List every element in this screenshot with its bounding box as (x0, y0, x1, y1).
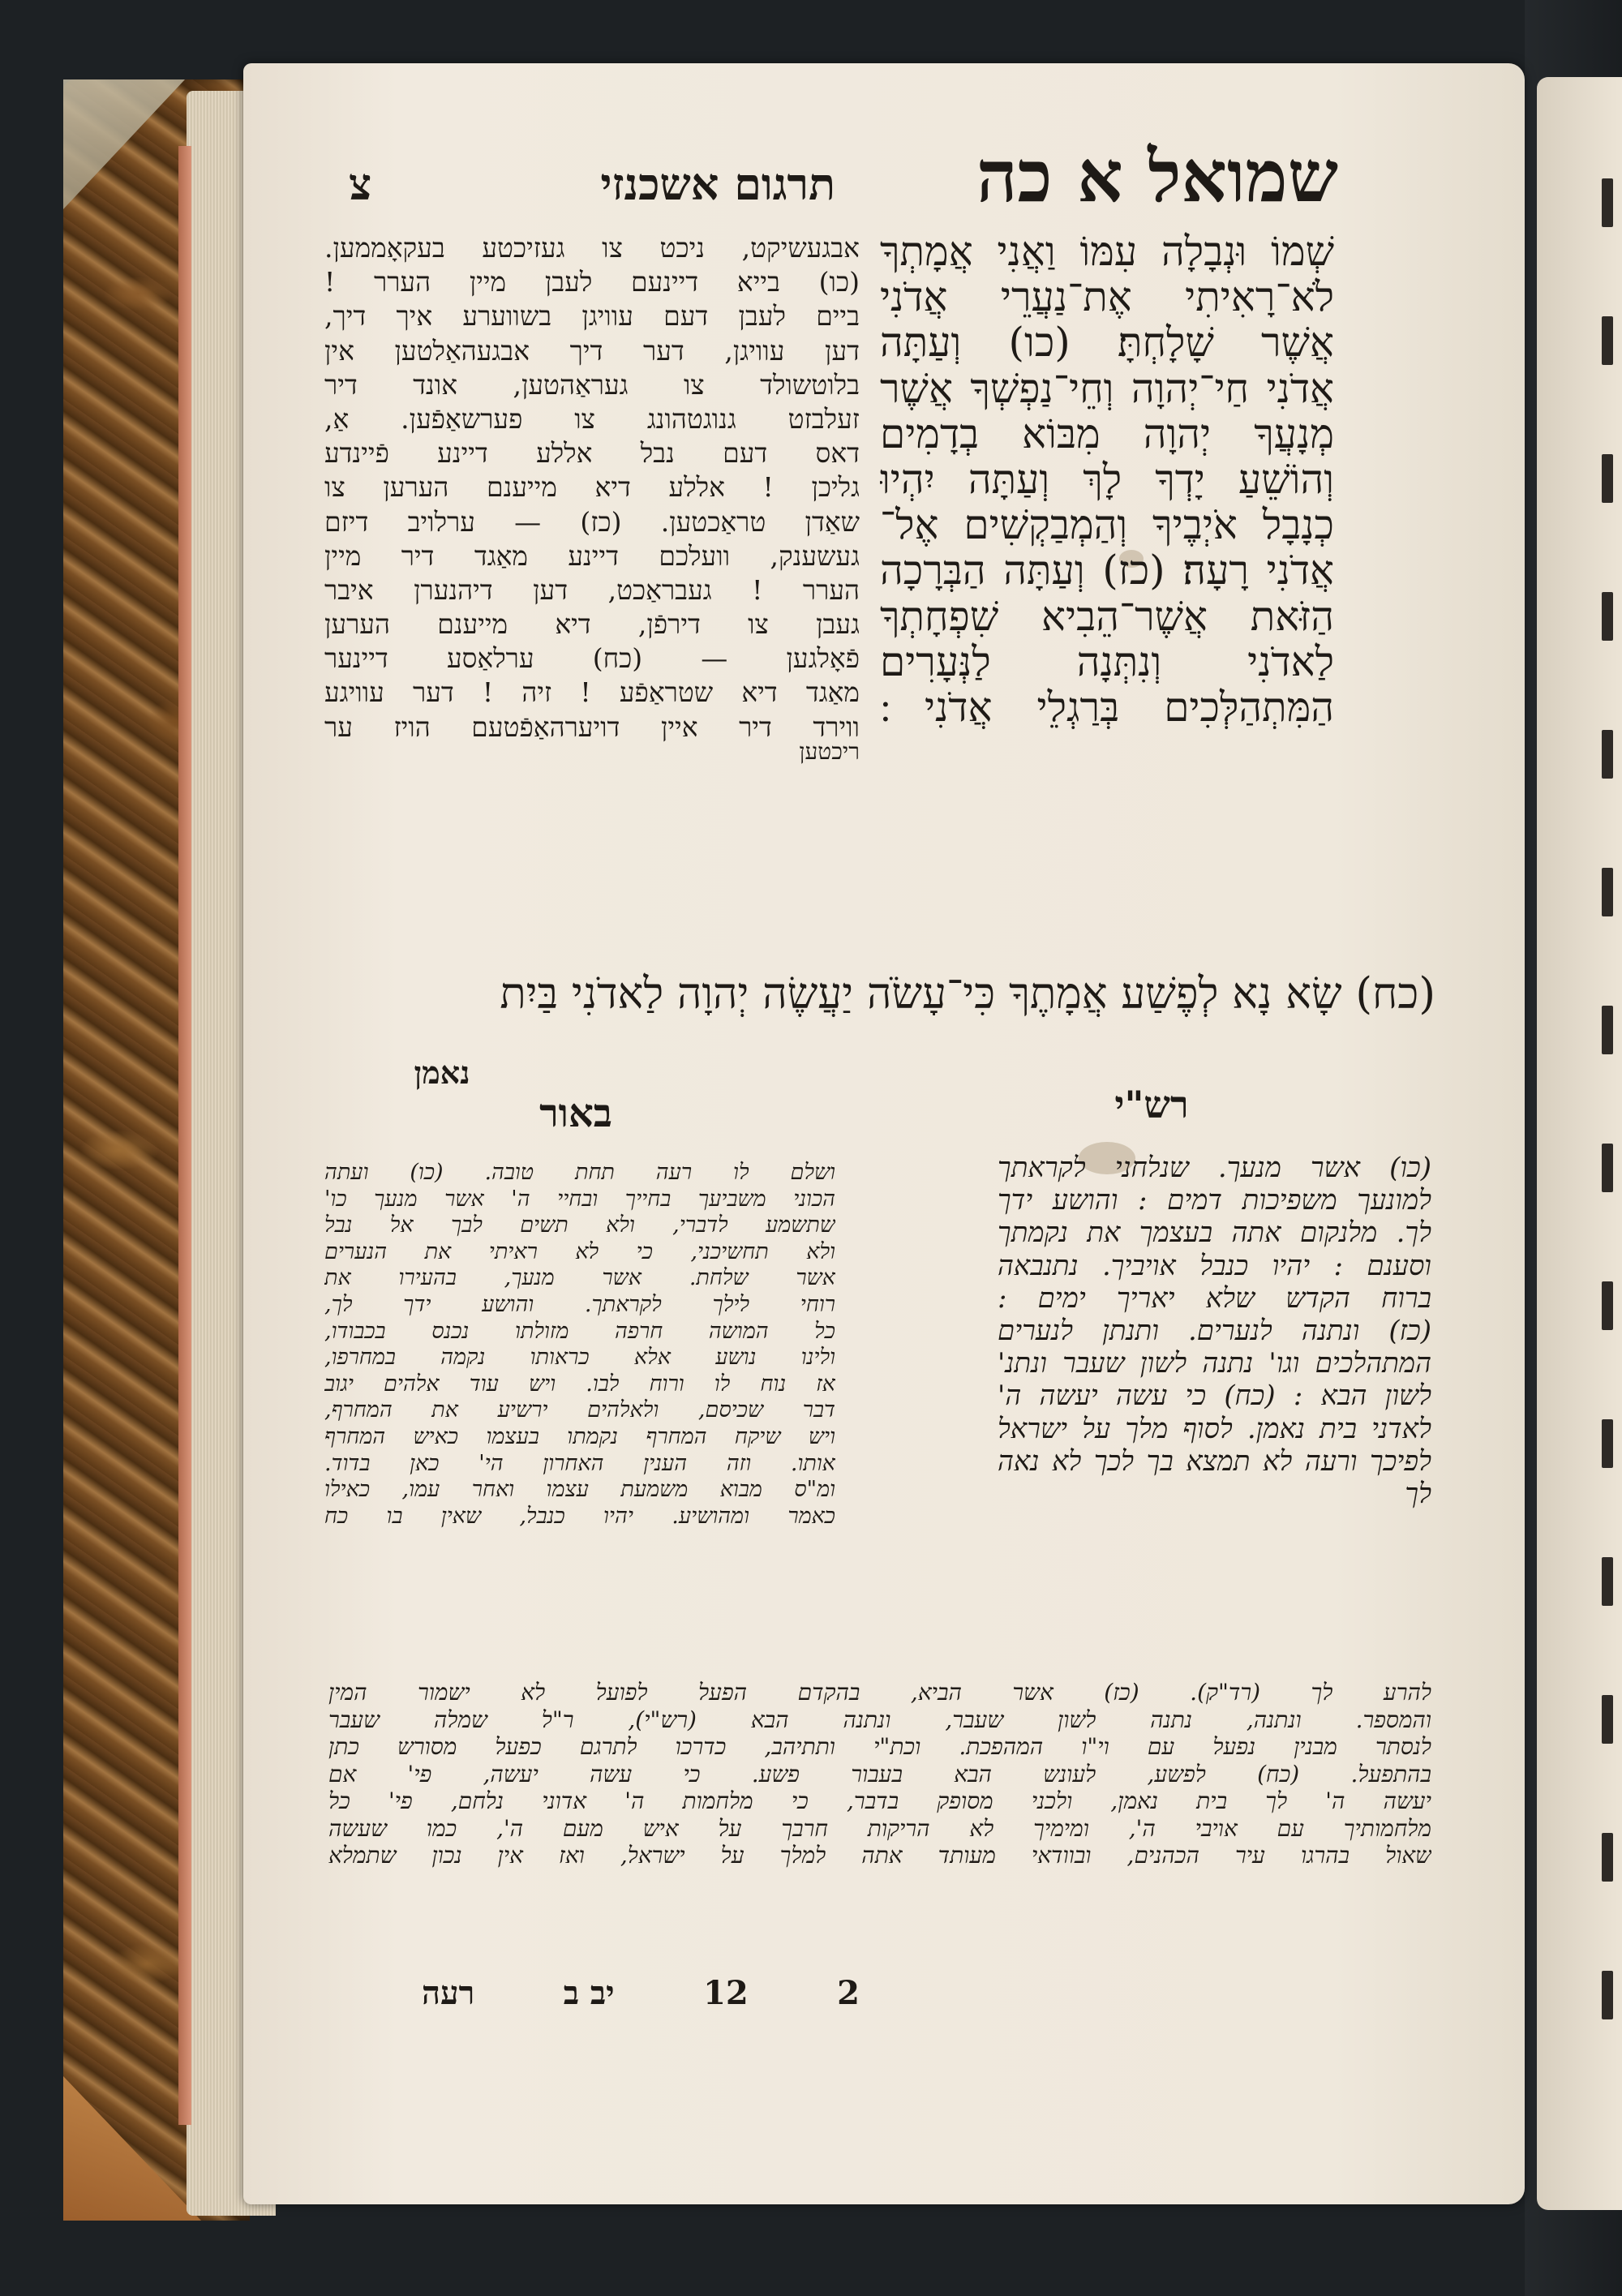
biur-continuation-line: מלחמותיך עם אויבי ה', ומימיך לא הריקות חרבך על איש מעם ה', כמו שעשה (328, 1814, 1431, 1842)
targum-line: הערר ! געבראַכט, דען דיהנערן איבר (324, 573, 860, 606)
biur-line: דבר שכיסם, ולאלהים ירשיע את המחרף, (324, 1397, 835, 1423)
targum-line: פֿאָלגען — (כח) ערלאַסע דיינער (324, 642, 860, 675)
targum-line: (כו) בייא דיינעם לעבן מיין הערר ! (324, 266, 860, 298)
targum-line: זעלבזט גנוגטהונג צו פערשאַפֿען. אַ, (324, 402, 860, 435)
biur-continuation (328, 1679, 1431, 1869)
bible-line: כְנָבָל אֹיְבֶיךָ וְהַמְבַקְשִׁים אֶל־ (880, 502, 1334, 548)
rashi-column (998, 1152, 1431, 1510)
targum-line: דען עוויגן, דער דיך אבגעהאַלטען אין (324, 334, 860, 367)
biur-header-note: נאמן (414, 1054, 470, 1091)
biur-line: אשר שלחת. אשר מנעך, בהעירו את (324, 1265, 835, 1291)
bible-line: אֲדֹנִי רָעָה׃ (כז) וְעַתָּה הַבְּרָכָה (880, 547, 1334, 594)
biur-line: כאמר ומהושיע. יהיו כנבל, שאין בו כח (324, 1503, 835, 1529)
biur-line: ויש שיקח המחרף נקמתו בעצמו כאיש המחרף (324, 1423, 835, 1449)
biur-line: ומ"ס מבוא משמעת עצמו ואחר עמו, כאילו (324, 1477, 835, 1503)
biur-title: באור (539, 1091, 612, 1136)
targum-line: ביים לעבן דעם עוויגן בשווערע איך דיך, (324, 300, 860, 333)
biur-line: ולא תחשיכני, כי לא ראיתי את הנערים (324, 1238, 835, 1264)
biur-line: אותו. וזה הענין האחרון הי' כאן בדוד. (324, 1450, 835, 1476)
biur-line: ושלם לו רעה תחת טובה. (כו) ועתה (324, 1160, 835, 1185)
rashi-line: (כו) אשר מנעך. שנלחני לקראתך (998, 1152, 1431, 1184)
bible-line: אֲדֹנִי חַי־יְהוָה וְחֵי־נַפְשְׁךָ אֲשֶׁר (880, 365, 1334, 411)
bible-line: הַמִּתְהַלְּכִים בְּרַגְלֵי אֲדֹנִי ׃ (880, 684, 1334, 731)
biur-line: אז נוח לו ורוח לבו. ויש עוד אלהים יגוב (324, 1371, 835, 1397)
targum-catchword: ריכטען (799, 739, 860, 764)
catchword: רעה (422, 1974, 475, 2012)
folio-letter: צ (349, 158, 372, 210)
biur-continuation-line: בהתפעל. (כח) לפשע, לעונש הבא בעבור פשע. כי עשה יעשה, פי' אם (328, 1760, 1431, 1787)
bible-line: וְהוֹשֵׁעַ יָדְךָ לָךְ וְעַתָּה יִהְיוּ (880, 456, 1334, 503)
running-title: שמואל א כה (976, 134, 1338, 218)
biur-line: שתשמע לדברי, ולא תשים לבך אל נבל (324, 1212, 835, 1238)
biur-continuation-line: לנסתר מבנין נפעל עם וי"ו המהפכת. וכת"י ותתיהב, כדרכו לתרגם כפעל מסורש כתן (328, 1733, 1431, 1760)
rashi-line: (כז) ונתנה לנערים. ותנתן לנערים (998, 1314, 1431, 1347)
biur-continuation-line: והמספר. ונתנה, נתנה לשון שעבר, ונתנה הבא (רש"י), ר"ל שמלה שעבר (328, 1706, 1431, 1733)
targum-column (324, 231, 860, 764)
targum-line: געשענק, וועלכם דיינע מאַגד דיר מיין (324, 539, 860, 572)
rashi-line: לאדני בית נאמן. לסוף מלך על ישראל (998, 1412, 1431, 1445)
biur-line: ולינו נושע אלא כראותו נקמה במחרפו, (324, 1345, 835, 1371)
biur-line: כל המושה חרפה מזולתו נכנס בכבודו, (324, 1318, 835, 1344)
rashi-line: לך. מלנקום אתה בעצמך את נקמתך (998, 1217, 1431, 1250)
rashi-line: לך (1405, 1477, 1431, 1510)
targum-title: תרגום אשכנזי (600, 158, 835, 210)
targum-line: גליכן ! אללע דיא מייענם הערען צו (324, 471, 860, 504)
rashi-title: רש"י (1114, 1083, 1189, 1127)
rashi-line: ברוח הקדש שלא יאריך ימים : (998, 1281, 1431, 1315)
signature-digit: 2 (837, 1974, 860, 2012)
biur-line: רוחי לילך לקראתך. והושע ידך לך, (324, 1291, 835, 1317)
targum-line: דאס דעם נבל אללע דיינע פֿיינדע (324, 437, 860, 470)
bible-line: מְנָעֲךָ יְהוָה מִבּוֹא בְדָמִים (880, 410, 1334, 457)
rashi-line: לפיכך ורעה לא תמצא בך לכך לא נאה (998, 1444, 1431, 1478)
biur-line: הכוני משביעך בחייך ובחיי ה' אשר מנעך כו' (324, 1186, 835, 1212)
signature-line (422, 1974, 860, 2015)
facing-page-glyphs (1602, 178, 1622, 2109)
biur-continuation-line: שאול בהרגו עיר הכהנים, ובוודאי מעותד אתה למלך על ישראל, ואז אין נכון שתמלא (328, 1842, 1431, 1869)
bible-wide-line: (כח) שָׂא נָא לְפֶשַׁע אֲמָתֶךָ כִּי־עָשֹׂה יַעֲשֶׂה יְהוָה לַאדֹנִי בַּיִת (500, 969, 1435, 1019)
targum-line: בלוטשולד צו געראַהטען, אונד דיר (324, 368, 860, 401)
targum-line: ווירד דיר איין דויערהאַפֿטעם הויז ער (324, 710, 860, 743)
rashi-line: המתהלכים וגו' נתנה לשון שעבר ונתנ' (998, 1347, 1431, 1380)
rashi-line: לשון הבא : (כח) כי עשה יעשה ה' (998, 1380, 1431, 1413)
targum-line: מאַגד דיא שטראַפֿע ! זיה ! דער עוויגע (324, 676, 860, 709)
signature-mark: יב ב (563, 1974, 615, 2012)
bible-text-column (880, 229, 1334, 730)
targum-header (349, 158, 835, 223)
biur-column (324, 1160, 835, 1530)
targum-line: שאַדן טראַכטען. (כז) — ערלויב דיזם (324, 505, 860, 538)
biur-continuation-line: להרע לך (רד"ק). (כז) אשר הביא, בהקדם הפעל לפועל לא ישמור המין (328, 1679, 1431, 1706)
targum-line: געבן צו דירפֿן, דיא מייענם הערען (324, 608, 860, 641)
rashi-line: וסענם : יהיו כנבל אויביך. נתנבאה (998, 1249, 1431, 1282)
red-page-edge (178, 146, 191, 2125)
bible-line: לֹא־רָאִיתִי אֶת־נַעֲרֵי אֲדֹנִי (880, 274, 1334, 320)
bible-line: הַזֹּאת אֲשֶׁר־הֵבִיא שִׁפְחָתְךָ (880, 593, 1334, 639)
signature-number: 12 (703, 1974, 749, 2012)
bible-line: אֲשֶׁר שָׁלָחְתָּ׃ (כו) וְעַתָּה (880, 320, 1334, 366)
bible-line: לַאדֹנִי וְנִתְּנָה לַנְּעָרִים (880, 638, 1334, 685)
bible-line: שְׁמוֹ וּנְבָלָה עִמּוֹ וַאֲנִי אֲמָתְךָ (880, 229, 1334, 275)
targum-line: אבגעשיקט, ניכט צו געזיכטע בעקאָממען. (324, 232, 860, 264)
rashi-line: למונעך משפיכות דמים : והושע ידך (998, 1184, 1431, 1217)
biur-continuation-line: יעשה ה' לך בית נאמן, ולכני מסופק בדבר, כי מלחמות ה' אדוני נלחם, פי' כל (328, 1787, 1431, 1814)
